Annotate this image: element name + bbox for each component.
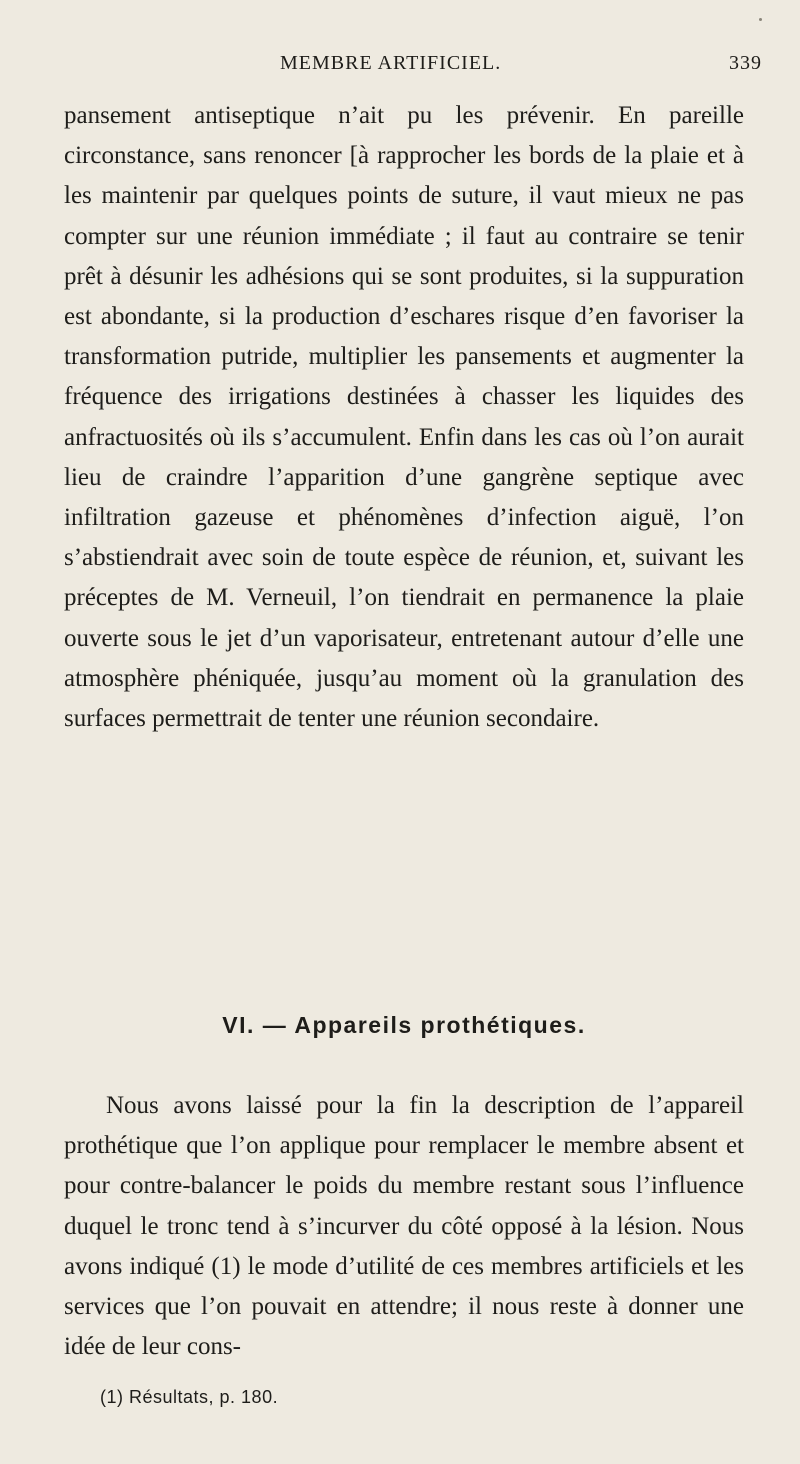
running-head-title: MEMBRE ARTIFICIEL. xyxy=(280,52,502,74)
running-head xyxy=(60,52,760,82)
paragraph-prosthetics: Nous avons laissé pour la fin la description de l’appareil prothétique que l’on applique pour remplacer le membre absent et pour contre-balancer le poids du membre restant sous l’influence duquel le tronc tend à s’incurver du côté opposé à la lésion. Nous avons indiqué (1) le mode d’utilité de ces membres artificiels et les services que l’on pouvait en attendre; il nous reste à donner une idée de leur cons- xyxy=(64,1092,744,1361)
footnote: (1) Résultats, p. 180. xyxy=(100,1387,279,1407)
print-speck xyxy=(759,18,762,21)
section-heading: VI. — Appareils prothétiques. xyxy=(222,1012,586,1038)
page-number: 339 xyxy=(729,52,762,74)
paragraph-wound-care: pansement antiseptique n’ait pu les prévenir. En pareille circonstance, sans renoncer [à rapprocher les bords de la plaie et à les maintenir par quelques points de suture, il vaut mieux ne pas compter sur une réunion immédiate ; il faut au contraire se tenir prêt à désunir les adhésions qui se sont produites, si la suppuration est abondante, si la production d’eschares risque d’en favoriser la transformation putride, multiplier les pansements et augmenter la fréquence des irrigations destinées à chasser les liquides des anfractuosités où ils s’accumulent. Enfin dans les cas où l’on aurait lieu de craindre l’apparition d’une gangrène septique avec infiltration gazeuse et phénomènes d’infection aiguë, l’on s’abstiendrait avec soin de toute espèce de réunion, et, suivant les préceptes de M. Verneuil, l’on tiendrait en permanence la plaie ouverte sous le jet d’un vaporisateur, entretenant autour d’elle une atmosphère phéniquée, jusqu’au moment où la granulation des surfaces permettrait de tenter une réunion secondaire. xyxy=(64,102,744,733)
